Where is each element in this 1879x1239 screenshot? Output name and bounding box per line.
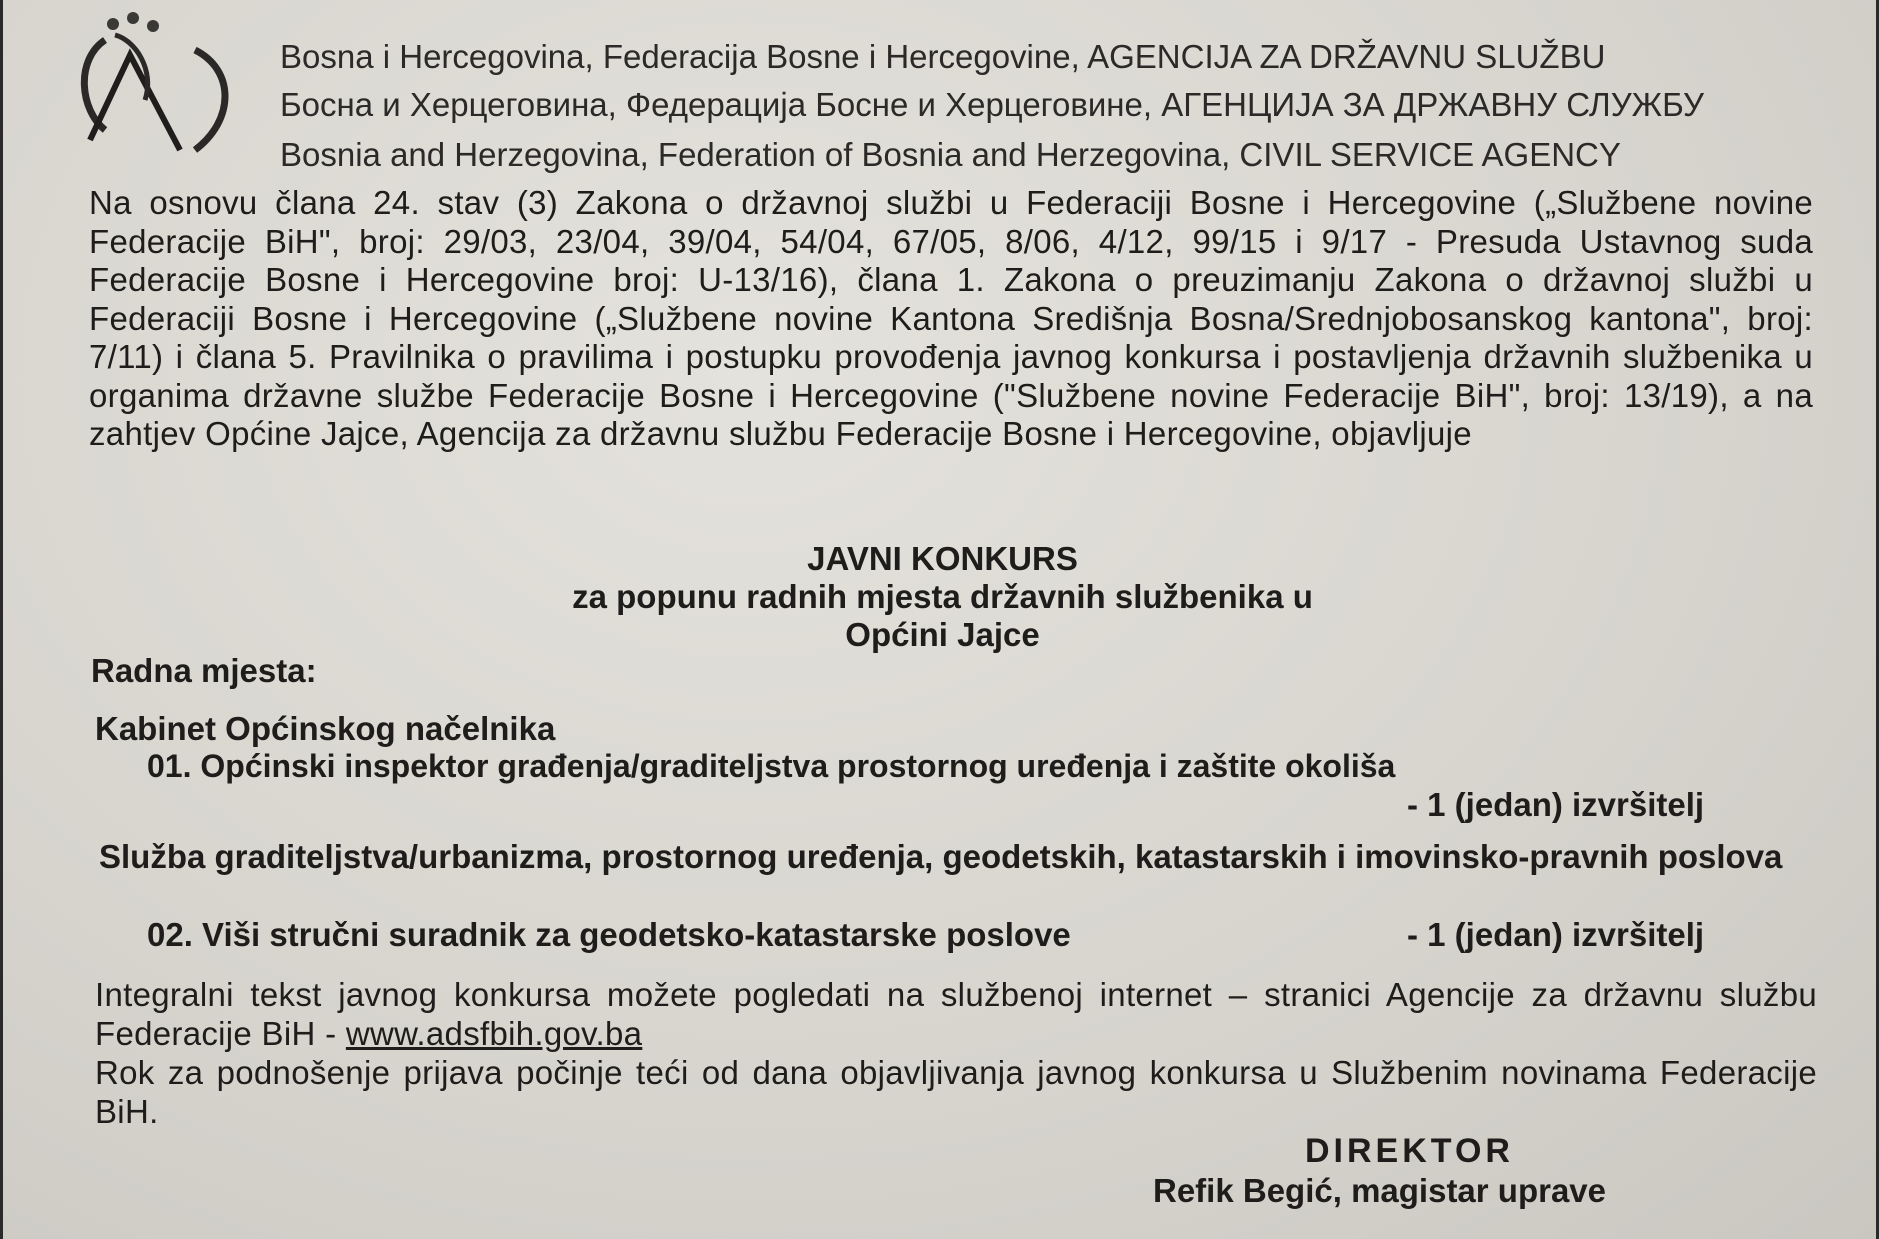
- footer-deadline: Rok za podnošenje prijava počinje teći od dana objavljivanja javnog konkursa u Službenim novinama Federacije BiH.: [95, 1054, 1817, 1130]
- section1-position: 01. Općinski inspektor građenja/graditeljstva prostornog uređenja i zaštite okoliša: [147, 748, 1396, 784]
- section2-heading: Služba graditeljstva/urbanizma, prostornog uređenja, geodetskih, katastarskih i imovinsko-pravnih poslova: [99, 838, 1783, 875]
- section2-count: - 1 (jedan) izvršitelj: [1407, 916, 1705, 953]
- announcement-municipality: Općini Jajce: [845, 616, 1040, 653]
- signature-role: DIREKTOR: [1305, 1132, 1514, 1170]
- agency-logo-icon: [75, 10, 250, 165]
- footer-text: [95, 975, 1817, 1131]
- header-line-english: Bosnia and Herzegovina, Federation of Bosnia and Herzegovina, CIVIL SERVICE AGENCY: [280, 136, 1621, 173]
- agency-header: [75, 10, 1855, 173]
- header-line-serbian: Босна и Херцеговина, Федерација Босне и Херцеговине, АГЕНЦИЈА ЗА ДРЖАВНУ СЛУЖБУ: [280, 86, 1704, 123]
- header-line-bosnian: Bosna i Hercegovina, Federacija Bosne i Hercegovine, AGENCIJA ZA DRŽAVNU SLUŽBU: [280, 38, 1606, 75]
- section1-heading: Kabinet Općinskog načelnika: [95, 710, 556, 747]
- announcement-subtitle: za popunu radnih mjesta državnih službenika u: [572, 578, 1313, 615]
- announcement-title: JAVNI KONKURS: [807, 540, 1078, 577]
- positions-heading: Radna mjesta:: [91, 652, 317, 689]
- section2-position: 02. Viši stručni suradnik za geodetsko-katastarske poslove: [147, 916, 1071, 953]
- signature-name: Refik Begić, magistar uprave: [1153, 1172, 1607, 1209]
- intro-paragraph: Na osnovu člana 24. stav (3) Zakona o državnoj službi u Federaciji Bosne i Hercegovine („Službene novine Federacije BiH", broj: 29/03, 23/04, 39/04, 54/04, 67/05, 8/06, 4/12, 99/15 i 9/17 - Presuda Ustavnog suda Federacije Bosne i Hercegovine broj: U-13/16), člana 1. Zakona o preuzimanju Zakona o državnoj službi u Federaciji Bosne i Hercegovine („Službene novine Kantona Središnja Bosna/Srednjobosanskog kantona", broj: 7/11) i člana 5. Pravilnika o pravilima i postupku provođenja javnog konkursa i postavljenja državnih službenika u organima državne službe Federacije Bosne i Hercegovine ("Službene novine Federacije BiH", broj: 13/19), a na zahtjev Općine Jajce, Agencija za državnu službu Federacije Bosne i Hercegovine, objavljuje: [89, 184, 1813, 452]
- footer-info: Integralni tekst javnog konkursa možete pogledati na službenoj internet – stranici Agencije za državnu službu Federacije BiH -: [95, 976, 1817, 1052]
- section1-count: - 1 (jedan) izvršitelj: [1407, 786, 1705, 823]
- agency-website-link[interactable]: www.adsfbih.gov.ba: [345, 1015, 643, 1052]
